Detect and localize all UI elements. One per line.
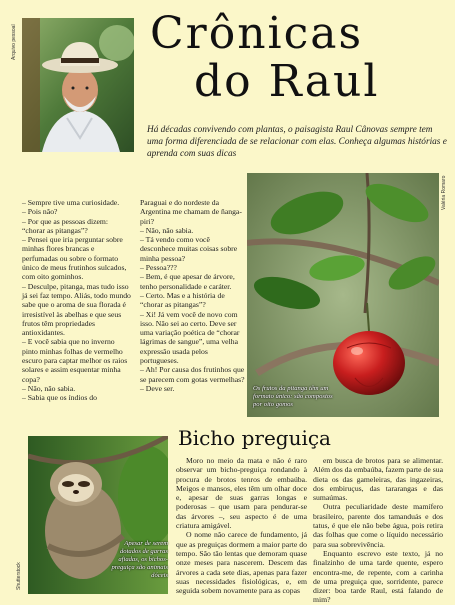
- paragraph: – E você sabia que no inverno pinto minhas folhas de vermelho escuro para captar melhor os raios solares e assim esquentar minha copa?: [22, 337, 128, 384]
- fruit-credit: Valéria Romaro: [441, 175, 447, 210]
- fruit-caption: Os frutos da pitanga têm um formato único: são compostos por oito gomos: [253, 385, 333, 408]
- paragraph: – Não, não sabia.: [140, 225, 194, 235]
- title-line-2: do Raul: [194, 56, 380, 107]
- portrait-credit: Arquivo pessoal: [11, 24, 17, 60]
- dialogue-column-1: [22, 198, 132, 403]
- paragraph: Enquanto escrevo este texto, já no finalzinho de uma tarde quente, espero encontra-me, de repente, com a carinha de uma preguiça que, sorridente, parece dizer: boa tarde Raul, está falando de mim?: [313, 548, 443, 605]
- paragraph: Moro no meio da mata e não é raro observar um bicho-preguiça rondando à procura de brotos tenros de embaúba. Meigos e mansos, eles têm um olhar doce e, apesar de suas garras longas e poderosas – que usam para pendurar-se das árvores –, seu aspecto é de uma criatura amigável.: [176, 456, 307, 531]
- sloth-credit: Shutterstock: [16, 562, 22, 590]
- paragraph: O nome não carece de fundamento, já que as preguiças dormem a maior parte do tempo. São tão lentas que demoram quase onze meses para nascerem. Descem das árvores a cada sete dias, apenas para fazer suas necessidades fisiológicas, e, em seguida sobem novamente para as copas: [176, 530, 307, 596]
- paragraph: – Sabia que os índios do: [22, 393, 97, 403]
- sloth-caption: Apesar de serem dotados de garras afiadas, os bichos-preguiça são animais dóceis: [111, 540, 168, 579]
- sloth-text-column-2: [313, 456, 443, 605]
- pitanga-fruit-photo: [247, 173, 439, 417]
- intro-text: Há décadas convivendo com plantas, o paisagista Raul Cânovas sempre tem uma forma diferenciada de se relacionar com elas. Conheça algumas histórias e aprenda com suas dicas: [147, 125, 447, 159]
- paragraph: Outra peculiaridade deste mamífero brasileiro, parente dos tamanduás e dos tatus, é que ele não bebe água, pois retira das folhas que come o líquido necessário para sua sobrevivência.: [313, 502, 443, 549]
- paragraph: – Deve ser.: [140, 383, 175, 393]
- paragraph: – Por que as pessoas dizem: “chorar as pitangas”?: [22, 216, 109, 235]
- page-title: [150, 10, 450, 106]
- paragraph: – Tá vendo como você desconhece muitas coisas sobre minha pessoa?: [140, 235, 238, 263]
- title-line-1: Crônicas: [150, 8, 364, 59]
- dialogue-column-2: [140, 198, 246, 393]
- paragraph: – Sempre tive uma curiosidade.: [22, 198, 120, 207]
- section-title: Bicho preguiça: [178, 426, 331, 450]
- paragraph: em busca de brotos para se alimentar. Além dos da embaúba, fazem parte de sua dieta os das gameleiras, das ingazeiras, dos embiruçus, das tararangas e das sumaúmas.: [313, 456, 443, 503]
- paragraph: Paraguai e do nordeste da Argentina me chamam de ñanga-piri?: [140, 198, 242, 226]
- paragraph: – Xi! Já vem você de novo com isso. Não sei ao certo. Deve ser uma variação poética de “chorar lágrimas de sangue”, uma velha expressão usada pelos portugueses.: [140, 309, 240, 366]
- paragraph: – Pessoa???: [140, 263, 177, 273]
- paragraph: – Pois não?: [22, 207, 58, 217]
- paragraph: – Pensei que iria perguntar sobre minhas flores brancas e perfumadas ou sobre o formato único de meus frutinhos sulcados, com oito gominhos.: [22, 235, 127, 282]
- paragraph: – Bem, é que apesar de árvore, tenho personalidade e caráter.: [140, 272, 235, 291]
- sloth-text-column-1: [176, 456, 307, 595]
- paragraph: – Ah! Por causa dos frutinhos que se parecem com gotas vermelhas?: [140, 365, 245, 384]
- paragraph: – Desculpe, pitanga, mas tudo isso já sei faz tempo. Aliás, todo mundo sabe que o aroma de sua florada é irresistível às abelhas e que seus frutos têm propriedades antioxidantes.: [22, 281, 131, 338]
- raul-portrait-photo: [22, 18, 134, 152]
- paragraph: – Certo. Mas e a história de “chorar as pitangas”?: [140, 290, 225, 310]
- paragraph: – Não, não sabia.: [22, 383, 76, 393]
